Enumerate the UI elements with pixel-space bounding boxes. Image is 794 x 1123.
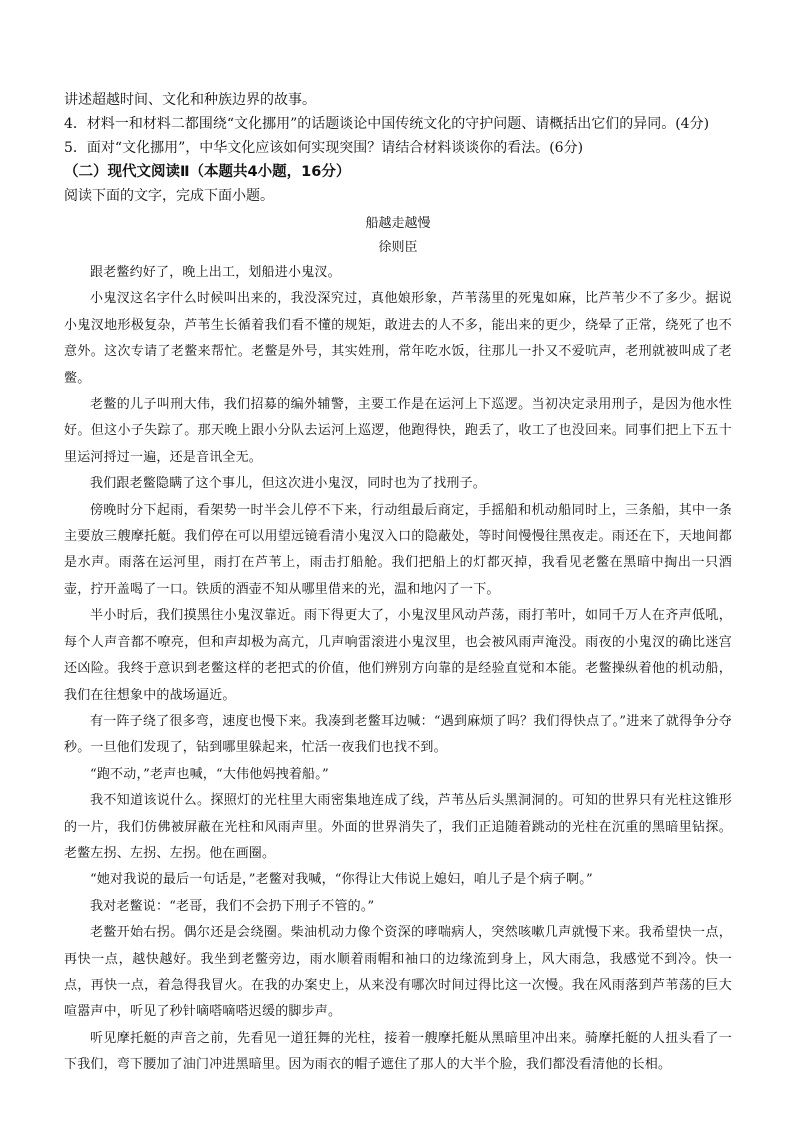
document-page — [64, 88, 732, 1079]
story-paragraph: 傍晚时分下起雨，看架势一时半会儿停不下来，行动组最后商定，手摇船和机动船同时上，三条船，其中一条主要放三艘摩托艇。我们停在可以用望远镜看清小鬼汊入口的隐蔽处，等时间慢慢往黑夜走。雨还在下，天地间都是水声。雨落在运河里，雨打在芦苇上，雨击打船舱。我们把船上的灯都灭掉，我看见老鳖在黑暗中掏出一只酒壶，拧开盖喝了一口。铁质的酒壶不知从哪里借来的光，温和地闪了一下。 — [64, 502, 732, 597]
story-paragraph: 老鳖开始右拐。偶尔还是会绕圈。柴油机动力像个资深的哮喘病人，突然咳嗽几声就慢下来。我希望快一点，再快一点，越快越好。我坐到老鳖旁边，雨水顺着雨帽和袖口的边缘流到身上，风大雨急，我感觉不到冷。快一点，再快一点，着急得我冒火。在我的办案史上，从来没有哪次时间过得比这一次慢。我在风雨落到芦苇荡的巨大喧嚣声中，听见了秒针嘀嗒嘀嗒迟缓的脚步声。 — [64, 925, 732, 1020]
story-author: 徐则臣 — [378, 240, 418, 255]
story-title: 船越走越慢 — [365, 216, 431, 231]
story-paragraph: 听见摩托艇的声音之前，先看见一道狂舞的光柱，接着一艘摩托艇从黑暗里冲出来。骑摩托艇的人扭头看了一下我们，弯下腰加了油门冲进黑暗里。因为雨衣的帽子遮住了那人的大半个脸，我们都没看清他的长相。 — [64, 1030, 732, 1073]
question-4: 4．材料一和材料二都围绕“文化挪用”的话题谈论中国传统文化的守护问题、请概括出它们的异同。(4分) — [64, 116, 710, 132]
story-paragraph: 我不知道该说什么。探照灯的光柱里大雨密集地连成了线，芦苇丛后头黑洞洞的。可知的世界只有光柱这锥形的一片，我们仿佛被屏蔽在光柱和风雨声里。外面的世界消失了，我们正追随着跳动的光柱在沉重的黑暗里钻探。老鳖左拐、左拐、左拐。他在画圈。 — [64, 793, 732, 861]
story-paragraph: 跟老鳖约好了，晚上出工，划船进小鬼汊。 — [90, 265, 341, 280]
story-paragraph: “她对我说的最后一句话是，”老鳖对我喊，“你得让大伟说上媳妇，咱儿子是个病子啊。” — [90, 872, 593, 888]
story-paragraph: “跑不动，”老声也喊，“大伟他妈拽着船。” — [90, 766, 329, 782]
story-paragraph: 小鬼汊这名字什么时候叫出来的，我没深究过，真他娘形象，芦苇荡里的死鬼如麻，比芦苇少不了多少。据说小鬼汊地形极复杂，芦苇生长循着我们看不懂的规矩，敢进去的人不多，能出来的更少，绕晕了正常，绕死了也不意外。这次专请了老鳖来帮忙。老鳖是外号，其实姓刑，常年吃水饭，往那儿一扑又不爱吭声，老刑就被叫成了老鳖。 — [64, 291, 732, 386]
previous-passage-ending: 讲述超越时间、文化和种族边界的故事。 — [64, 92, 316, 108]
story-paragraph: 半小时后，我们摸黑往小鬼汊靠近。雨下得更大了，小鬼汊里风动芦荡，雨打苇叶，如同千万人在齐声低吼，每个人声音都不嘹亮，但和声却极为高亢，几声响雷滚进小鬼汊里，也会被风雨声淹没。雨夜的小鬼汊的确比迷宫还凶险。我终于意识到老鳖这样的老把式的价值，他们辨别方向靠的是经验直觉和本能。老鳖操纵着他的机动船，我们在往想象中的战场逼近。 — [64, 608, 732, 703]
story-body — [64, 260, 732, 1079]
reading-instruction: 阅读下面的文字，完成下面小题。 — [64, 188, 274, 204]
story-paragraph: 我们跟老鳖隐瞒了这个事儿，但这次进小鬼汊，同时也为了找刑子。 — [90, 476, 487, 492]
story-paragraph: 有一阵子绕了很多弯，速度也慢下来。我凑到老鳖耳边喊：“遇到麻烦了吗？我们得快点了。”进来了就得争分夺秒。一旦他们发现了，钻到哪里躲起来，忙活一夜我们也找不到。 — [64, 713, 732, 756]
section-heading: （二）现代文阅读Ⅱ（本题共4小题，16分） — [64, 164, 351, 180]
story-paragraph: 老鳖的儿子叫刑大伟，我们招募的编外辅警，主要工作是在运河上下巡逻。当初决定录用刑子，是因为他水性好。但这小子失踪了。那天晚上跟小分队去运河上巡逻，他跑得快，跑丢了，收工了也没回来。同事们把上下五十里运河捋过一遍，还是音讯全无。 — [64, 397, 732, 465]
question-5: 5．面对“文化挪用”，中华文化应该如何实现突围？请结合材料谈谈你的看法。(6分) — [64, 140, 584, 156]
story-paragraph: 我对老鳖说：“老哥，我们不会扔下刑子不管的。” — [90, 898, 375, 914]
